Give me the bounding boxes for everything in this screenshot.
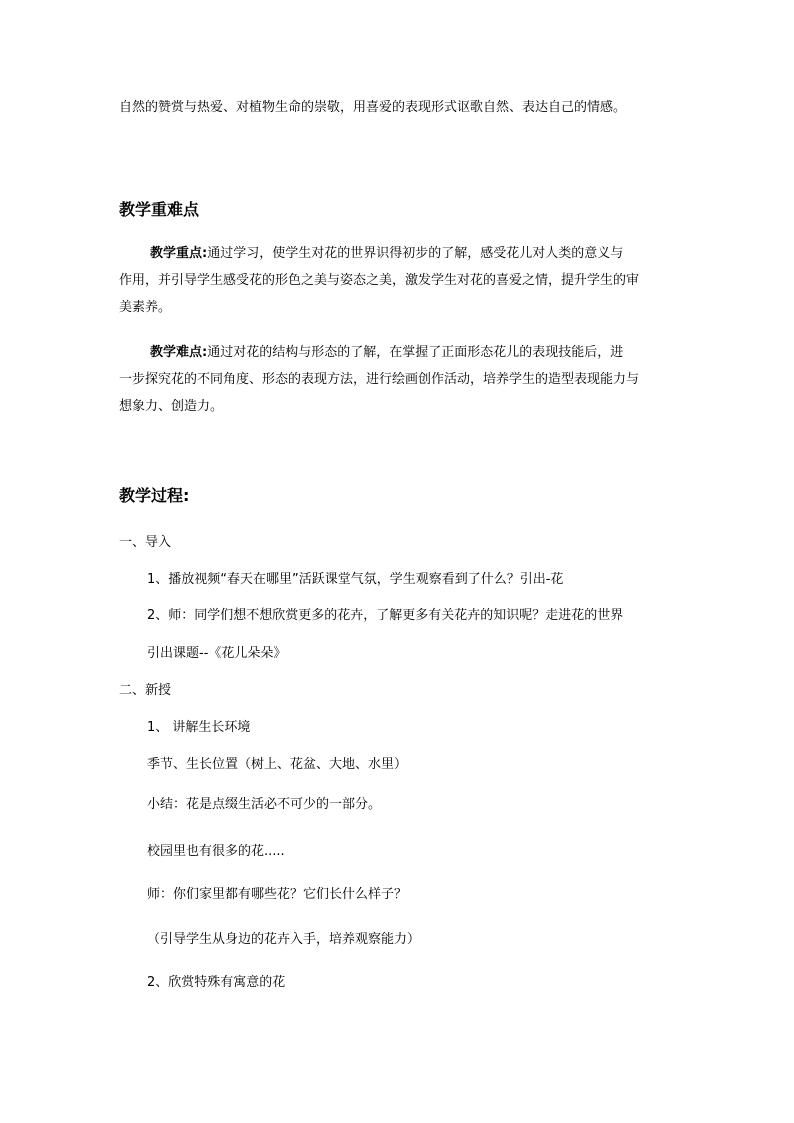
section-2-item-7: 2、欣赏特殊有寓意的花	[147, 975, 286, 990]
focus-line-2: 作用，并引导学生感受花的形色之美与姿态之美，激发学生对花的喜爱之情，提升学生的审	[119, 273, 640, 288]
difficulty-line-1	[150, 344, 623, 362]
section-2-item-2: 季节、生长位置（树上、花盆、大地、水里）	[147, 757, 408, 772]
section-2-item-4: 校园里也有很多的花.....	[147, 844, 285, 859]
section-1-item-3: 引出课题--《花儿朵朵》	[147, 646, 287, 661]
section-2-item-3: 小结：花是点缀生活必不可少的一部分。	[147, 797, 382, 812]
difficulty-line-3: 想象力、创造力。	[119, 399, 224, 414]
focus-text-1: 通过学习，使学生对花的世界识得初步的了解，感受花儿对人类的意义与	[207, 246, 624, 261]
section-2-item-1: 1、 讲解生长环境	[147, 720, 251, 735]
section-2-item-5: 师：你们家里都有哪些花？它们长什么样子？	[147, 887, 408, 902]
section-1-item-1: 1、播放视频“春天在哪里”活跃课堂气氛，学生观察看到了什么？引出-花	[147, 572, 564, 587]
process-heading: 教学过程:	[119, 486, 190, 505]
section-1-item-2: 2、师：同学们想不想欣赏更多的花卉，了解更多有关花卉的知识呢？走进花的世界	[147, 608, 624, 623]
section-2-item-6: （引导学生从身边的花卉入手，培养观察能力）	[147, 932, 421, 947]
difficulty-label: 教学难点:	[150, 345, 208, 360]
focus-label: 教学重点:	[150, 246, 208, 261]
focus-line-3: 美素养。	[119, 300, 172, 315]
difficulty-text-1: 通过对花的结构与形态的了解，在掌握了正面形态花儿的表现技能后，进	[207, 345, 624, 360]
section-2-title: 二、新授	[119, 683, 172, 698]
section-1-title: 一、导入	[119, 535, 172, 550]
key-points-heading: 教学重难点	[119, 200, 200, 219]
focus-line-1	[150, 245, 623, 263]
intro-line: 自然的赞赏与热爱、对植物生命的崇敬，用喜爱的表现形式讴歌自然、表达自己的情感。	[119, 100, 627, 115]
difficulty-line-2: 一步探究花的不同角度、形态的表现方法，进行绘画创作活动，培养学生的造型表现能力与	[119, 372, 640, 387]
